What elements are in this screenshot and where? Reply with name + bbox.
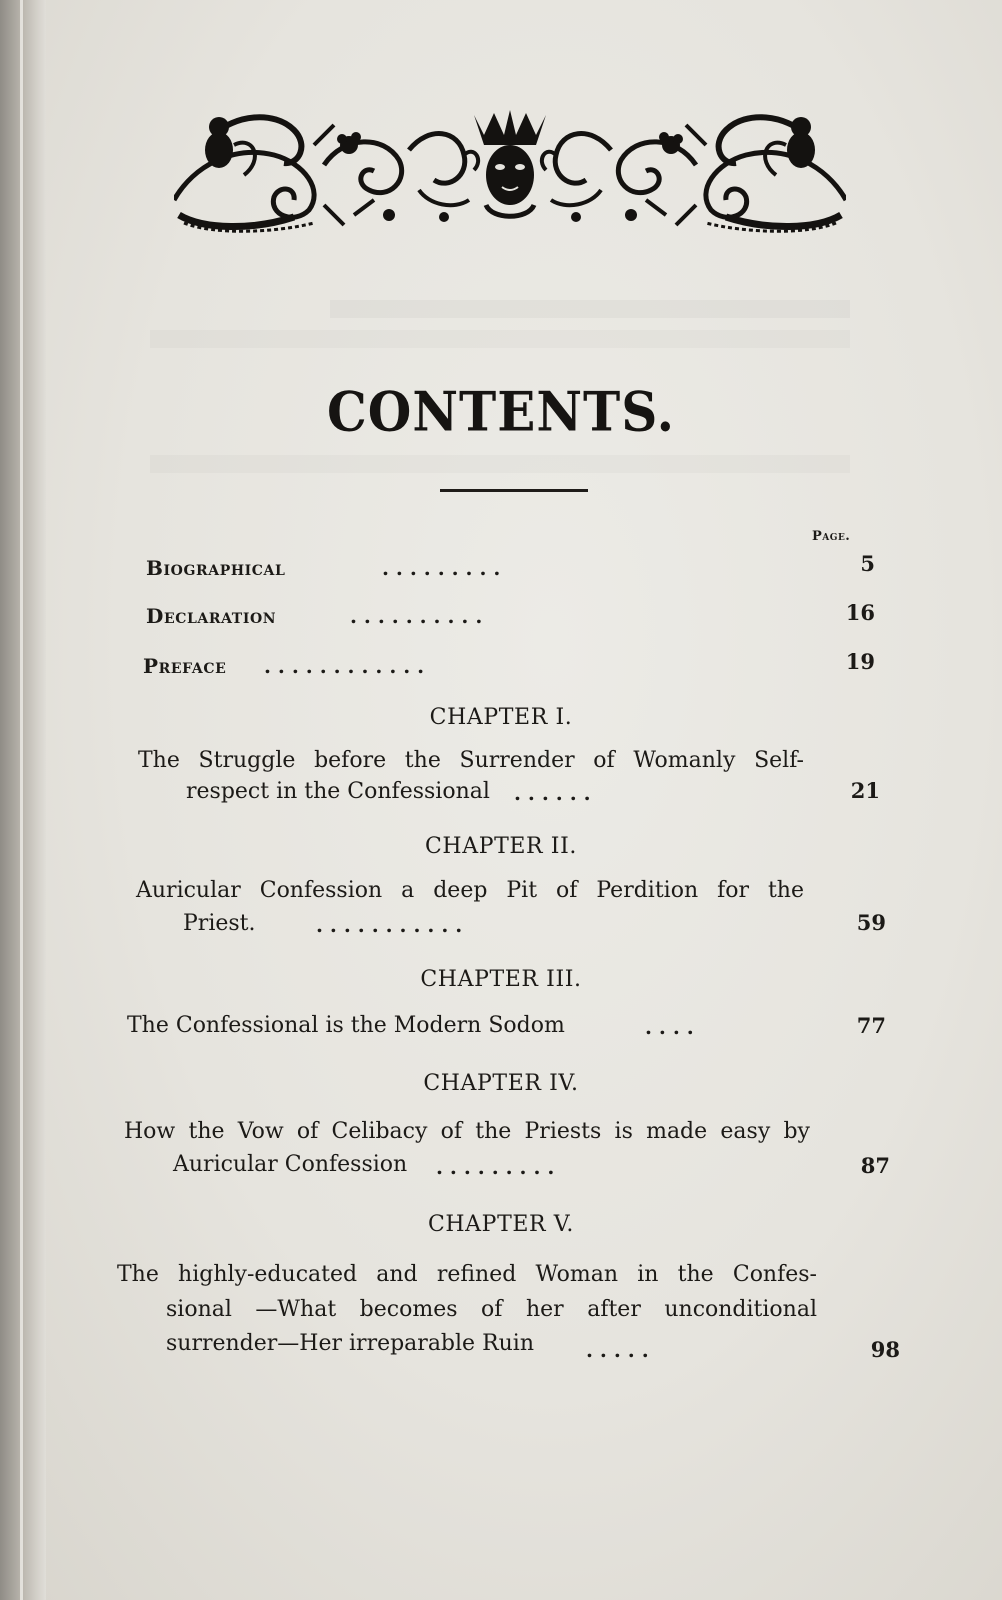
chapter-heading: CHAPTER III. (420, 967, 582, 992)
title-divider (440, 489, 588, 492)
page-number: 21 (850, 778, 880, 803)
toc-entry-preface: Preface (143, 654, 227, 678)
chapter-title-line: sional —What becomes of her after unconditional (166, 1297, 817, 1322)
leader-dots: . . . . . (586, 1338, 649, 1362)
leader-dots: . . . . . . . . . . . (316, 913, 463, 937)
chapter-heading: CHAPTER II. (425, 834, 577, 859)
leader-dots: . . . . . . (514, 781, 591, 805)
page-number: 19 (845, 649, 875, 674)
chapter-title-line: Priest. (183, 911, 256, 936)
page-number: 77 (856, 1013, 886, 1038)
chapter-heading: CHAPTER IV. (423, 1071, 579, 1096)
page-number: 16 (845, 600, 875, 625)
toc-entry-biographical: Biographical (146, 556, 286, 580)
page-number: 5 (860, 551, 875, 576)
chapter-title-line: The highly-educated and refined Woman in the Confes- (117, 1262, 817, 1287)
leader-dots: . . . . . . . . . . . . (264, 654, 425, 678)
chapter-title-line: Auricular Confession a deep Pit of Perdition for the (136, 878, 804, 903)
page-title: CONTENTS. (326, 379, 675, 444)
leader-dots: . . . . . . . . . . (350, 604, 483, 628)
chapter-title-line: Auricular Confession (173, 1152, 408, 1177)
chapter-title-line: surrender—Her irreparable Ruin (166, 1331, 535, 1356)
show-through-shadow (150, 455, 850, 473)
ornamental-headpiece (174, 105, 846, 235)
page-edge (20, 0, 23, 1600)
page-number: 87 (860, 1153, 890, 1178)
page-number: 59 (856, 910, 886, 935)
page-number: 98 (870, 1337, 900, 1362)
leader-dots: . . . . (645, 1015, 694, 1039)
leader-dots: . . . . . . . . . (382, 556, 501, 580)
show-through-shadow (150, 330, 850, 348)
chapter-title-line: The Struggle before the Surrender of Womanly Self- (138, 748, 804, 773)
show-through-shadow (330, 300, 850, 318)
chapter-title-line: respect in the Confessional (186, 779, 490, 804)
toc-entry-declaration: Declaration (146, 604, 277, 628)
chapter-title-line: How the Vow of Celibacy of the Priests is made easy by (124, 1119, 810, 1144)
book-spine-shadow (0, 0, 46, 1600)
page-column-label: Page. (812, 529, 851, 544)
chapter-heading: CHAPTER V. (427, 1212, 575, 1237)
leader-dots: . . . . . . . . . (436, 1155, 555, 1179)
chapter-heading: CHAPTER I. (429, 705, 573, 730)
chapter-title-line: The Confessional is the Modern Sodom (127, 1013, 565, 1038)
